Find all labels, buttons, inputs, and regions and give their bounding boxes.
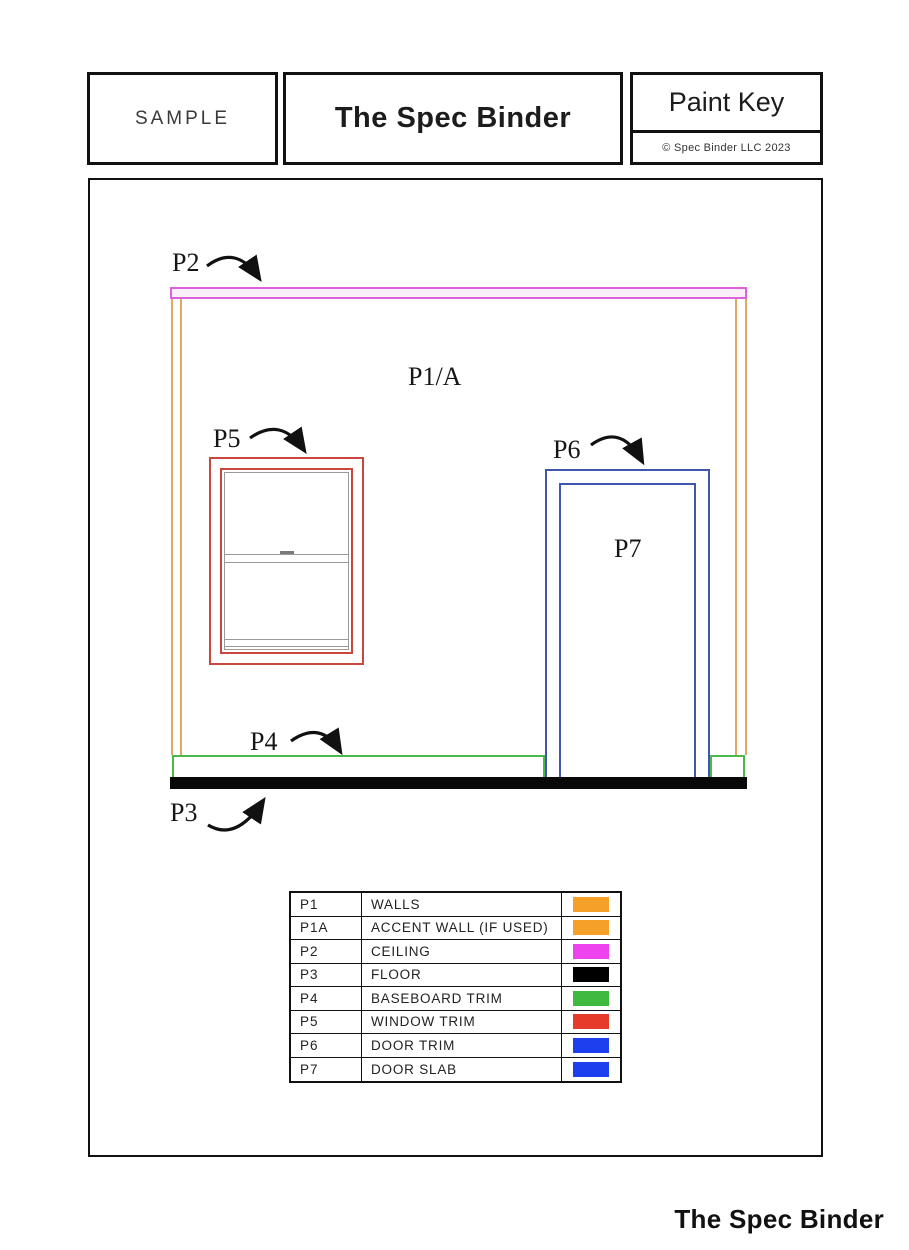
legend-row	[291, 964, 620, 988]
label-baseboard: P4	[250, 727, 278, 756]
copyright-text: © Spec Binder LLC 2023	[662, 141, 791, 154]
left-wall-line	[180, 299, 182, 755]
window-sill	[224, 639, 349, 647]
legend-name: CEILING	[362, 940, 562, 963]
legend-swatch-cell	[562, 917, 620, 940]
floor-arrow	[208, 801, 263, 830]
legend-swatch-cell	[562, 964, 620, 987]
label-wall: P1/A	[408, 362, 462, 391]
legend-code: P1A	[291, 917, 362, 940]
legend-row	[291, 917, 620, 941]
legend-row	[291, 893, 620, 917]
window-latch	[280, 551, 294, 554]
legend-swatch-cell	[562, 1034, 620, 1057]
legend-name: WINDOW TRIM	[362, 1011, 562, 1034]
legend-name: FLOOR	[362, 964, 562, 987]
baseboard-arrow	[291, 733, 340, 751]
legend-name: WALLS	[362, 893, 562, 916]
legend-code: P6	[291, 1034, 362, 1057]
door-arrow	[591, 437, 642, 461]
label-door-slab: P7	[614, 534, 642, 563]
legend-swatch-cell	[562, 940, 620, 963]
elevation-diagram	[88, 178, 823, 1157]
header-title: The Spec Binder	[334, 102, 572, 134]
legend-swatch-cell	[562, 1011, 620, 1034]
label-floor: P3	[170, 798, 198, 827]
legend-code: P4	[291, 987, 362, 1010]
legend-swatch-cell	[562, 893, 620, 916]
legend-color-swatch	[573, 1038, 609, 1053]
paint-key-title: Paint Key	[668, 87, 785, 117]
header-title-box	[283, 72, 623, 165]
copyright-cell	[633, 133, 820, 162]
legend-color-swatch	[573, 1062, 609, 1077]
legend-row	[291, 1058, 620, 1082]
legend-row	[291, 940, 620, 964]
ceiling-arrow	[207, 257, 259, 278]
legend-color-swatch	[573, 991, 609, 1006]
window-meeting-rail	[224, 554, 349, 563]
floor-bar	[170, 777, 747, 789]
legend-code: P2	[291, 940, 362, 963]
sample-label: SAMPLE	[134, 107, 231, 129]
legend-code: P5	[291, 1011, 362, 1034]
legend-color-swatch	[573, 967, 609, 982]
window-arrow	[250, 429, 304, 450]
label-door-trim: P6	[553, 435, 581, 464]
door-slab	[559, 483, 696, 779]
legend-color-swatch	[573, 897, 609, 912]
legend-code: P3	[291, 964, 362, 987]
legend-color-swatch	[573, 1014, 609, 1029]
legend-name: ACCENT WALL (IF USED)	[362, 917, 562, 940]
legend-name: DOOR SLAB	[362, 1058, 562, 1082]
legend-name: BASEBOARD TRIM	[362, 987, 562, 1010]
footer-brand: The Spec Binder	[674, 1204, 884, 1234]
label-ceiling: P2	[172, 248, 200, 277]
right-wall-line	[735, 299, 737, 755]
legend-row	[291, 1011, 620, 1035]
legend-swatch-cell	[562, 987, 620, 1010]
paint-key-title-cell	[633, 75, 820, 133]
ceiling-strip	[170, 287, 747, 299]
legend-code: P1	[291, 893, 362, 916]
right-wall-line	[745, 299, 747, 755]
legend-row	[291, 987, 620, 1011]
legend-code: P7	[291, 1058, 362, 1082]
legend-swatch-cell	[562, 1058, 620, 1082]
legend-color-swatch	[573, 944, 609, 959]
legend-table	[289, 891, 622, 1083]
legend-name: DOOR TRIM	[362, 1034, 562, 1057]
label-window-trim: P5	[213, 424, 241, 453]
left-wall-line	[171, 299, 173, 755]
paint-key-box	[630, 72, 823, 165]
legend-row	[291, 1034, 620, 1058]
sample-box	[87, 72, 278, 165]
legend-color-swatch	[573, 920, 609, 935]
